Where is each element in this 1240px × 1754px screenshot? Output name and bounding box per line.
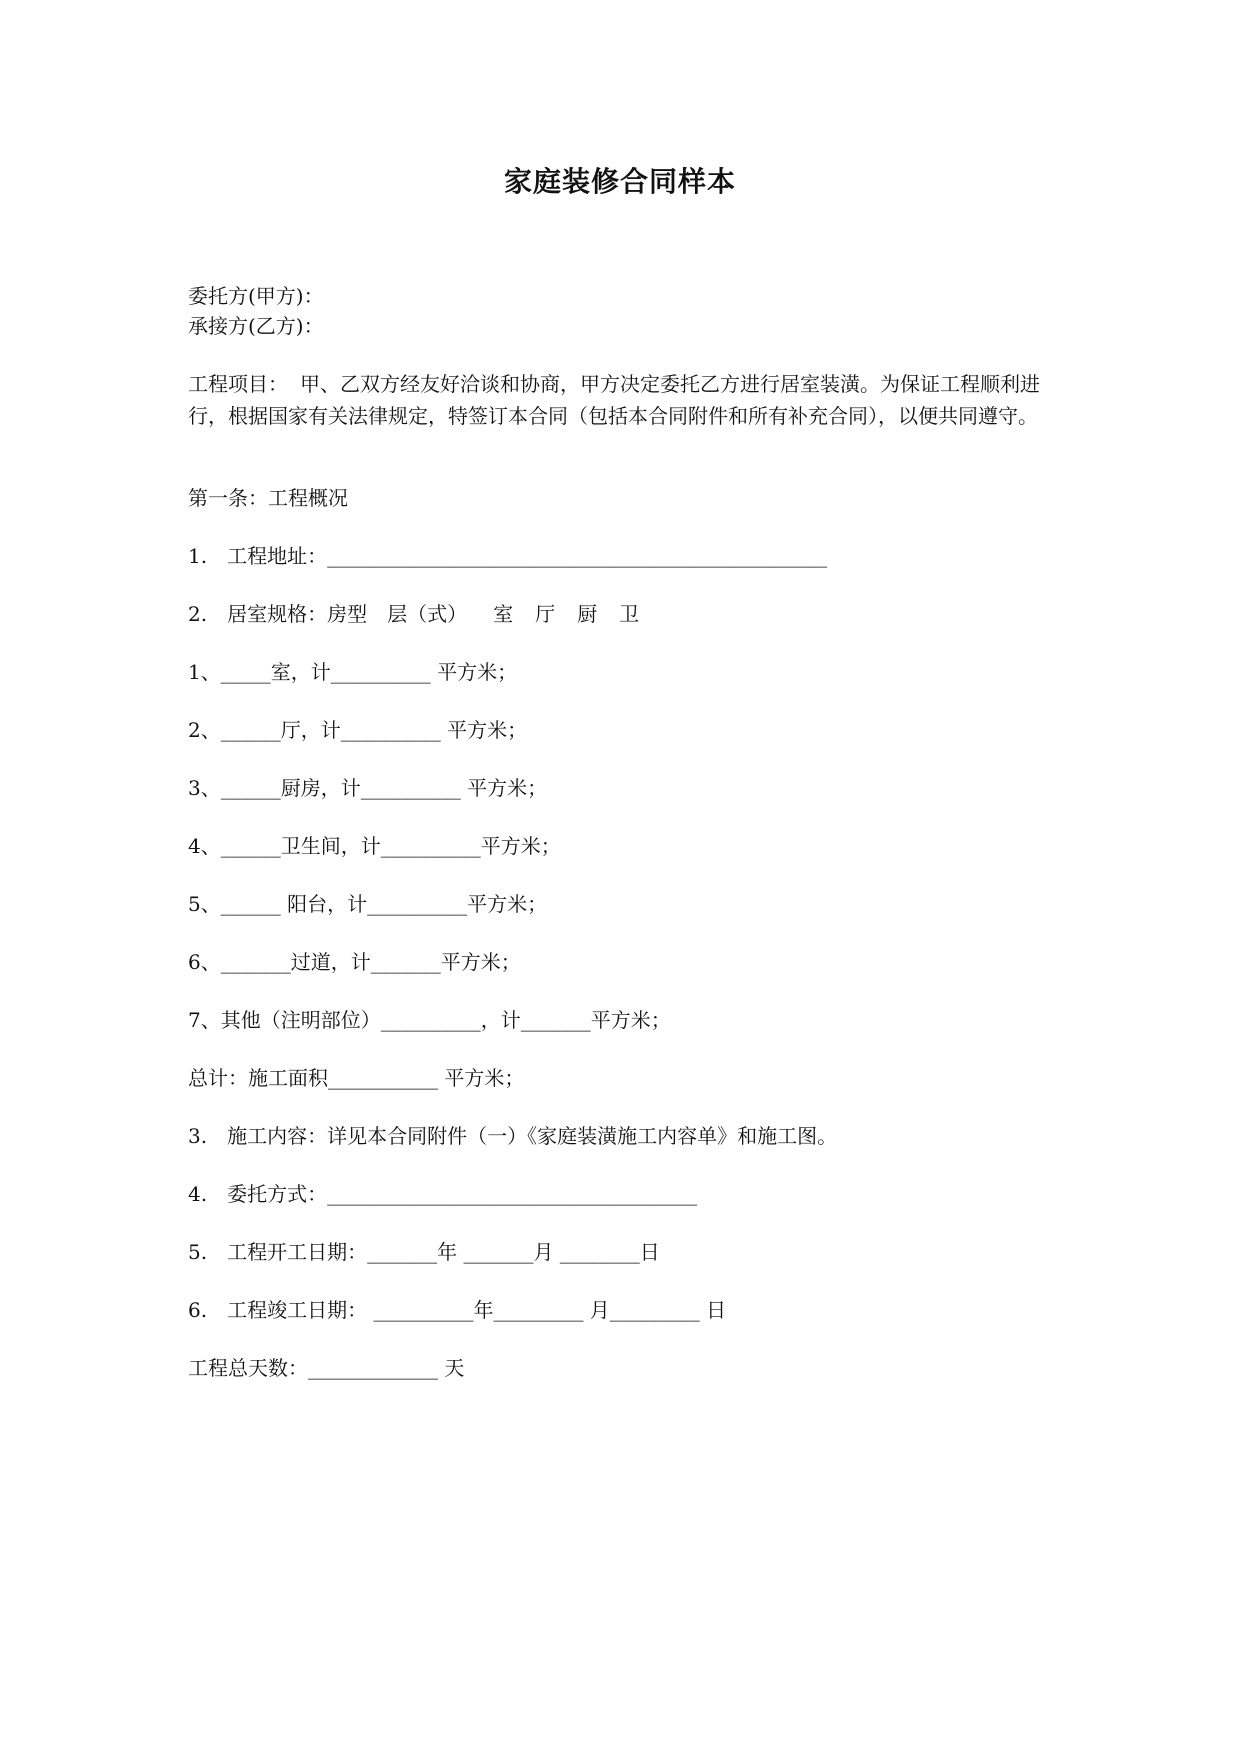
document-title: 家庭装修合同样本 (503, 165, 736, 198)
party-b-line: 承接方(乙方)： (188, 314, 324, 338)
item4-num: 4. (188, 1182, 208, 1206)
intro-label: 工程项目： (188, 372, 288, 396)
item3-content (188, 1124, 837, 1148)
item4-label: 委托方式： (227, 1182, 328, 1206)
item6-text: 工程竣工日期： __________年_________ 月_________ 日 (227, 1298, 727, 1322)
item1-address (188, 544, 827, 568)
room-line-3: 3、______厨房，计__________ 平方米； (188, 776, 548, 800)
party-a-line: 委托方(甲方)： (188, 284, 324, 308)
item2-bath: 卫 (619, 602, 640, 626)
total-area: 总计：施工面积___________ 平方米； (188, 1066, 525, 1090)
item2-room: 室 (493, 602, 514, 626)
room-line-4: 4、______卫生间，计__________平方米； (188, 834, 561, 858)
item1-label: 工程地址： (227, 544, 328, 568)
article1-heading: 第一条：工程概况 (188, 486, 348, 510)
item6-end-date (188, 1298, 726, 1322)
item1-num: 1. (188, 544, 208, 568)
room-line-6: 6、_______过道，计_______平方米； (188, 950, 521, 974)
item2-hall: 厅 (535, 602, 556, 626)
room-line-7: 7、其他（注明部位）__________，计_______平方米； (188, 1008, 671, 1032)
item2-label: 居室规格：房型 (227, 602, 368, 626)
intro-text: 甲、乙双方经友好洽谈和协商，甲方决定委托乙方进行居室装潢。为保证工程顺利进行，根据国家有关法律规定，特签订本合同（包括本合同附件和所有补充合同），以便共同遵守。 (188, 372, 1040, 428)
item1-blank: __________________________________________________ (327, 544, 828, 568)
intro-paragraph (188, 368, 1058, 432)
room-line-5: 5、______ 阳台，计__________平方米； (188, 892, 548, 916)
item5-num: 5. (188, 1240, 208, 1264)
item2-room-spec (188, 602, 639, 626)
item4-blank: _____________________________________ (327, 1182, 698, 1206)
total-days: 工程总天数：_____________ 天 (188, 1356, 465, 1380)
item6-num: 6. (188, 1298, 208, 1322)
item2-kitchen: 厨 (577, 602, 598, 626)
item5-start-date (188, 1240, 660, 1264)
room-line-2: 2、______厅，计__________ 平方米； (188, 718, 528, 742)
room-line-1: 1、_____室，计__________ 平方米； (188, 660, 518, 684)
item3-num: 3. (188, 1124, 208, 1148)
item2-num: 2. (188, 602, 208, 626)
item5-text: 工程开工日期：_______年 _______月 ________日 (227, 1240, 660, 1264)
item2-floor: 层（式） (387, 602, 468, 626)
item3-text: 施工内容：详见本合同附件（一）《家庭装潢施工内容单》和施工图。 (227, 1124, 838, 1148)
item4-method (188, 1182, 697, 1206)
